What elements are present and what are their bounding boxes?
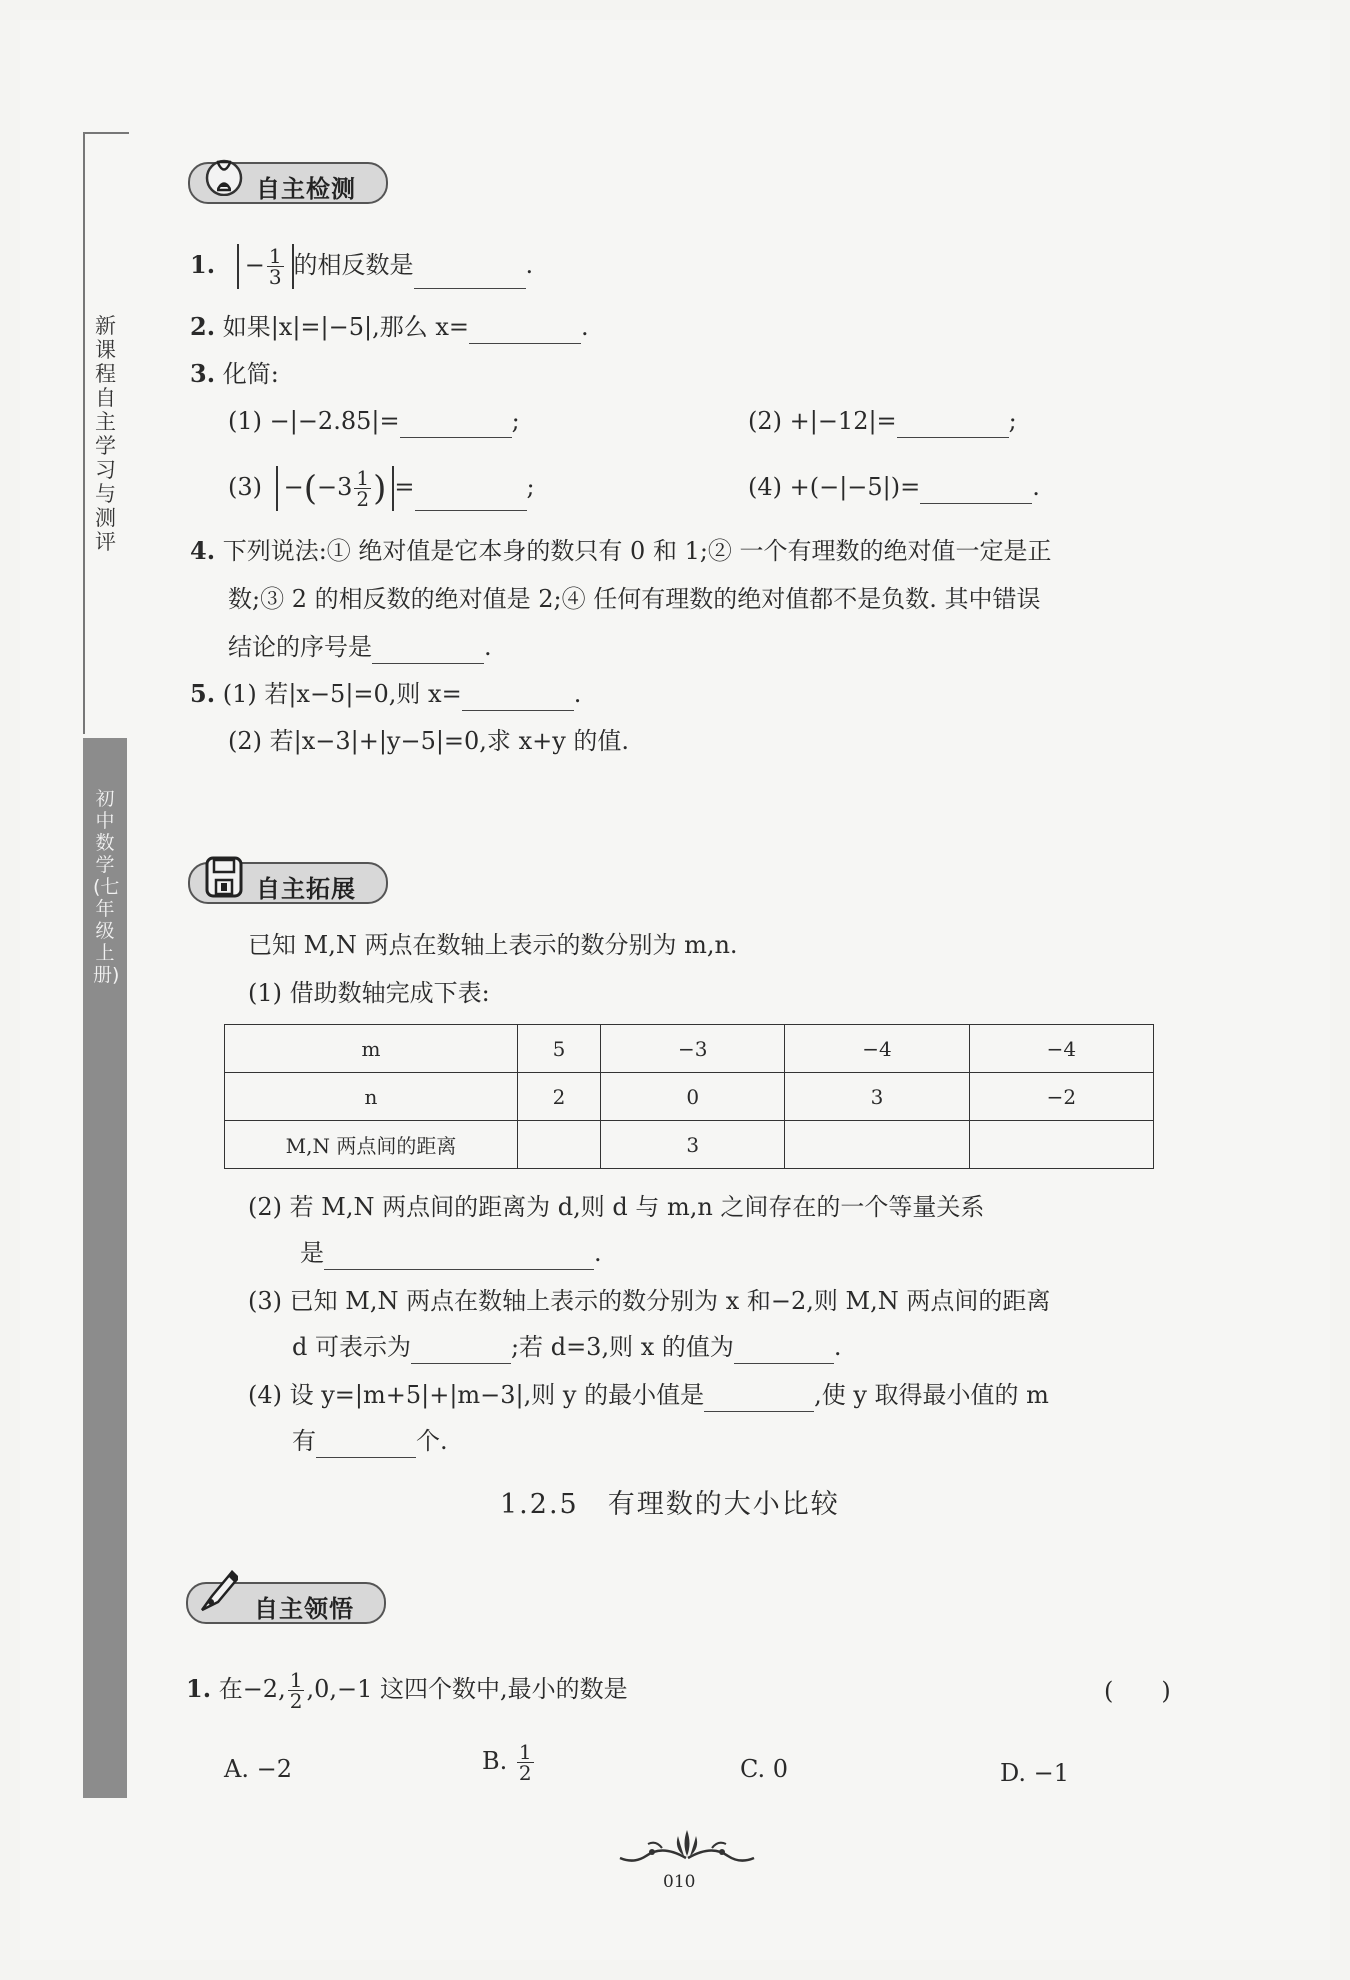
answer-blank[interactable]: [415, 484, 527, 511]
check-q4-line3: 结论的序号是 .: [228, 630, 492, 664]
table-row: [225, 1025, 1154, 1073]
answer-blank[interactable]: [316, 1431, 416, 1458]
table-cell-blank[interactable]: [969, 1121, 1153, 1169]
lesson-title: 1.2.5 有理数的大小比较: [500, 1489, 840, 1520]
answer-blank[interactable]: [400, 411, 512, 438]
table-cell: −3: [601, 1025, 785, 1073]
expand-part2-line2: 是 .: [300, 1236, 602, 1270]
section-header-check: [188, 162, 388, 204]
answer-blank[interactable]: [920, 477, 1032, 504]
table-cell: 2: [518, 1073, 601, 1121]
answer-blank[interactable]: [462, 684, 574, 711]
expand-intro: 已知 M,N 两点在数轴上表示的数分别为 m,n.: [248, 931, 738, 959]
distance-table: [224, 1024, 1154, 1169]
page-number: 010: [663, 1872, 696, 1892]
answer-blank[interactable]: [897, 411, 1009, 438]
hourglass-icon: [204, 148, 244, 196]
table-cell: −2: [969, 1073, 1153, 1121]
answer-blank[interactable]: [411, 1337, 511, 1364]
series-title: 新课程自主学习与测评: [95, 314, 116, 554]
expand-part3-line1: (3) 已知 M,N 两点在数轴上表示的数分别为 x 和−2,则 M,N 两点间的距离: [248, 1287, 1051, 1315]
table-row: [225, 1121, 1154, 1169]
table-cell: 5: [518, 1025, 601, 1073]
expand-part1: (1) 借助数轴完成下表:: [248, 979, 490, 1007]
sidebar-bottom: [83, 738, 127, 1798]
expand-part2-line1: (2) 若 M,N 两点间的距离为 d,则 d 与 m,n 之间存在的一个等量关系: [248, 1193, 985, 1221]
answer-blank[interactable]: [704, 1385, 814, 1412]
row-header-n: n: [225, 1073, 518, 1121]
table-cell: 3: [785, 1073, 969, 1121]
table-cell: −4: [785, 1025, 969, 1073]
check-q3-4: (4) +(−|−5|)= .: [748, 470, 1040, 504]
check-q3-3: (3) −(−3 $\frac{1}{2}$ ) = ;: [228, 466, 535, 511]
option-b[interactable]: B. $\frac{1}{2}$: [482, 1740, 532, 1785]
answer-paren[interactable]: ( ): [1104, 1677, 1171, 1705]
row-header-m: m: [225, 1025, 518, 1073]
answer-blank[interactable]: [324, 1243, 594, 1270]
check-q3-2: (2) +|−12|= ;: [748, 404, 1017, 438]
expand-part3-line2: d 可表示为 ;若 d=3,则 x 的值为 .: [292, 1330, 842, 1364]
floral-ornament-icon: [612, 1822, 762, 1872]
option-d[interactable]: D. −1: [1000, 1759, 1070, 1787]
check-q1: 1. − $\frac{1}{3}$ 的相反数是 .: [190, 244, 534, 289]
table-cell: −4: [969, 1025, 1153, 1073]
table-cell-blank[interactable]: [785, 1121, 969, 1169]
check-q4-line1: 4. 下列说法:① 绝对值是它本身的数只有 0 和 1;② 一个有理数的绝对值一定是正: [190, 536, 1052, 565]
option-a[interactable]: A. −2: [224, 1755, 292, 1783]
answer-blank[interactable]: [734, 1337, 834, 1364]
table-cell: 3: [601, 1121, 785, 1169]
section-header-understand: [186, 1582, 386, 1624]
table-cell: 0: [601, 1073, 785, 1121]
row-header-distance: M,N 两点间的距离: [225, 1121, 518, 1169]
check-q3: 3. 化简:: [190, 359, 279, 388]
check-q2: 2. 如果|x|=|−5|,那么 x= .: [190, 310, 589, 344]
sidebar-top: [83, 132, 129, 734]
expand-part4-line1: (4) 设 y=|m+5|+|m−3|,则 y 的最小值是 ,使 y 取得最小值的 m: [248, 1378, 1049, 1412]
understand-q1: 1. 在−2, $\frac{1}{2}$ ,0,−1 这四个数中,最小的数是: [186, 1668, 628, 1713]
table-cell-blank[interactable]: [518, 1121, 601, 1169]
check-q5-1: 5. (1) 若|x−5|=0,则 x= .: [190, 677, 581, 711]
floppy-disk-icon: [204, 852, 244, 900]
section-title: 自主拓展: [256, 875, 356, 903]
expand-part4-line2: 有 个.: [292, 1424, 448, 1458]
fountain-pen-icon: [198, 1566, 238, 1614]
check-q5-2: (2) 若|x−3|+|y−5|=0,求 x+y 的值.: [228, 727, 630, 755]
section-title: 自主检测: [256, 175, 356, 203]
check-q3-1: (1) −|−2.85|= ;: [228, 404, 520, 438]
option-c[interactable]: C. 0: [740, 1755, 789, 1783]
answer-blank[interactable]: [414, 262, 526, 289]
table-row: [225, 1073, 1154, 1121]
answer-blank[interactable]: [469, 317, 581, 344]
book-title: 初中数学(七年级上册): [93, 788, 120, 986]
answer-blank[interactable]: [372, 637, 484, 664]
check-q4-line2: 数;③ 2 的相反数的绝对值是 2;④ 任何有理数的绝对值都不是负数. 其中错误: [228, 585, 1041, 613]
section-title: 自主领悟: [254, 1595, 354, 1623]
section-header-expand: [188, 862, 388, 904]
